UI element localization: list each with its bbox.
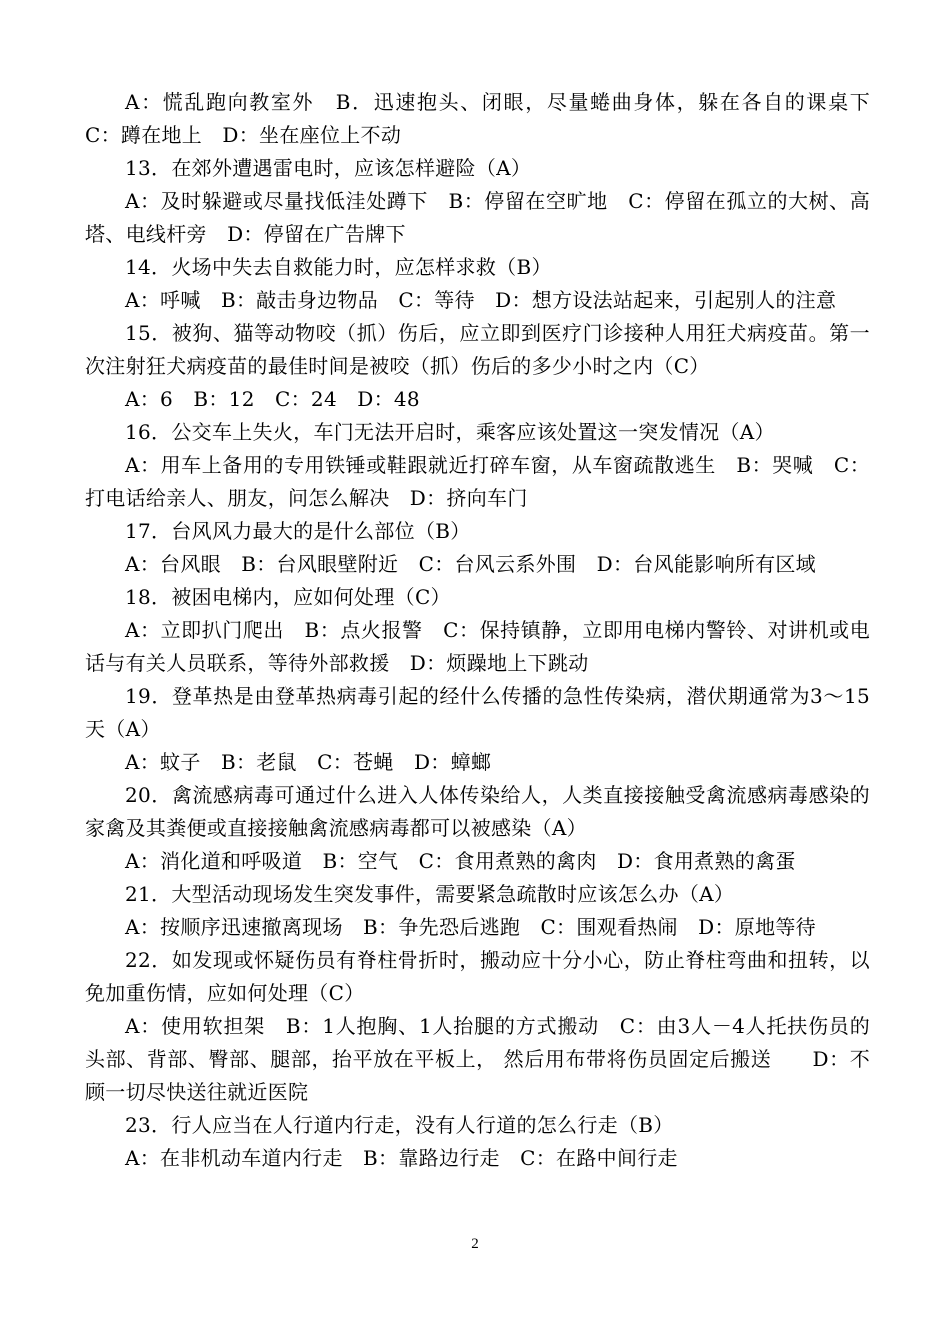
- question-21: 21．大型活动现场发生突发事件，需要紧急疏散时应该怎么办（A）: [125, 882, 735, 906]
- question-19: 19．登革热是由登革热病毒引起的经什么传播的急性传染病，潜伏期通常为3～15天（A）: [85, 684, 870, 741]
- answer-options-15: A：6 B：12 C：24 D：48: [125, 387, 420, 411]
- question-22: 22．如发现或怀疑伤员有脊柱骨折时，搬动应十分小心，防止脊柱弯曲和扭转，以免加重伤情，应如何处理（C）: [85, 948, 870, 1005]
- answer-options-18: A：立即扒门爬出 B：点火报警 C：保持镇静，立即用电梯内警铃、对讲机或电话与有关人员联系，等待外部救援 D：烦躁地上下跳动: [85, 618, 870, 675]
- answer-options-21: A：按顺序迅速撤离现场 B：争先恐后逃跑 C：围观看热闹 D：原地等待: [125, 915, 816, 939]
- page-number: 2: [471, 1236, 479, 1252]
- answer-options-20: A：消化道和呼吸道 B：空气 C：食用煮熟的禽肉 D：食用煮熟的禽蛋: [125, 849, 796, 873]
- answer-options-16: A：用车上备用的专用铁锤或鞋跟就近打碎车窗，从车窗疏散逃生 B：哭喊 C：打电话给亲人、朋友，问怎么解决 D：挤向车门: [85, 453, 870, 510]
- answer-options-14: A：呼喊 B：敲击身边物品 C：等待 D：想方设法站起来，引起别人的注意: [125, 288, 837, 312]
- answer-options-19: A：蚊子 B：老鼠 C：苍蝇 D：蟑螂: [125, 750, 492, 774]
- answer-options-13: A：及时躲避或尽量找低洼处蹲下 B：停留在空旷地 C：停留在孤立的大树、高塔、电线杆旁 D：停留在广告牌下: [85, 189, 870, 246]
- question-13: 13．在郊外遭遇雷电时，应该怎样避险（A）: [125, 156, 532, 180]
- question-16: 16．公交车上失火，车门无法开启时，乘客应该处置这一突发情况（A）: [125, 420, 775, 444]
- question-23: 23．行人应当在人行道内行走，没有人行道的怎么行走（B）: [125, 1113, 674, 1137]
- paragraph: A：慌乱跑向教室外 B．迅速抱头、闭眼，尽量蜷曲身体，躲在各自的课桌下 C：蹲在地上 D：坐在座位上不动: [85, 90, 891, 147]
- question-15: 15．被狗、猫等动物咬（抓）伤后，应立即到医疗门诊接种人用狂犬病疫苗。第一次注射狂犬病疫苗的最佳时间是被咬（抓）伤后的多少小时之内（C）: [85, 321, 870, 378]
- answer-options-23: A：在非机动车道内行走 B：靠路边行走 C：在路中间行走: [125, 1146, 678, 1170]
- question-14: 14．火场中失去自救能力时，应怎样求救（B）: [125, 255, 552, 279]
- answer-options-17: A：台风眼 B：台风眼壁附近 C：台风云系外围 D：台风能影响所有区域: [125, 552, 816, 576]
- question-17: 17．台风风力最大的是什么部位（B）: [125, 519, 471, 543]
- answer-options-22: A：使用软担架 B：1人抱胸、1人抬腿的方式搬动 C：由3人－4人托扶伤员的头部、背部、臀部、腿部，抬平放在平板上， 然后用布带将伤员固定后搬送 D：不顾一切尽快送往就近医院: [85, 1014, 870, 1104]
- document-body: [85, 86, 891, 1175]
- question-20: 20．禽流感病毒可通过什么进入人体传染给人，人类直接接触受禽流感病毒感染的家禽及其粪便或直接接触禽流感病毒都可以被感染（A）: [85, 783, 870, 840]
- question-18: 18．被困电梯内，应如何处理（C）: [125, 585, 451, 609]
